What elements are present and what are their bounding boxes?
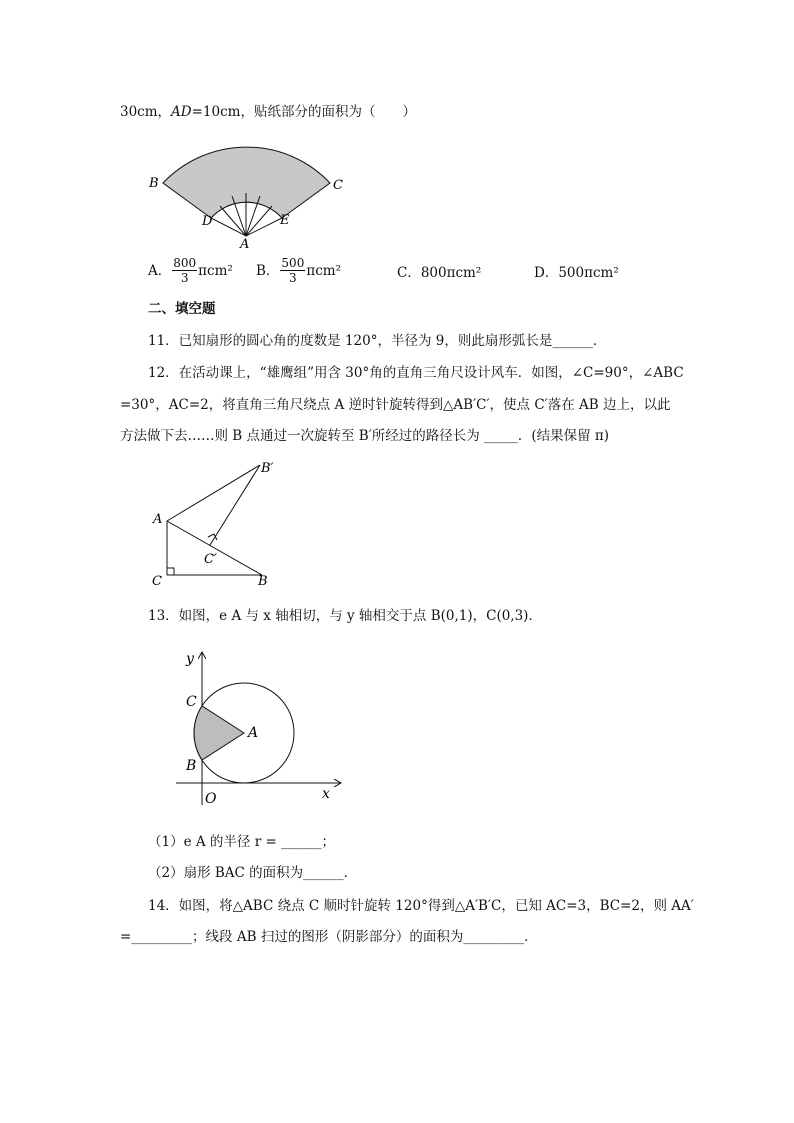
q10-label-A: A (240, 237, 250, 250)
q10-stem: 30cm，AD=10cm，贴纸部分的面积为（ ） (120, 104, 416, 120)
q10-option-c[interactable]: C． 800πcm² (397, 265, 482, 281)
q10-label-E: E (280, 213, 290, 228)
q12-line2: =30°，AC=2，将直角三角尺绕点 A 逆时针旋转得到△AB′C′，使点 C′落在 AB 边上，以此 (120, 397, 671, 413)
q13-circle-figure (168, 645, 348, 810)
q10-option-b[interactable]: B． $\frac{500}{3}$ πcm² (256, 256, 341, 285)
q12-line3: 方法做下去……则 B 点通过一次旋转至 B′所经过的路径长为 _____．(结果保留 π) (120, 428, 610, 444)
q12-label-C: C (152, 574, 162, 589)
q10-label-B: B (149, 176, 159, 191)
q12-label-B: B (258, 574, 268, 589)
q10-option-a[interactable]: A． $\frac{800}{3}$ πcm² (148, 256, 233, 285)
q14-line2: =_________；线段 AB 扫过的图形（阴影部分）的面积为_________． (120, 929, 538, 945)
q14-line1: 14．如图，将△ABC 绕点 C 顺时针旋转 120°得到△A′B′C，已知 AC=3，BC=2，则 AA′ (148, 898, 694, 914)
q13-label-O: O (205, 791, 217, 807)
q13-shaded-sector (194, 706, 244, 760)
q13-sub2: （2）扇形 BAC 的面积为______． (148, 865, 358, 881)
q13-label-A: A (248, 725, 259, 741)
q10-sector-figure (140, 135, 360, 250)
q13-label-B: B (186, 758, 197, 774)
q13-label-C: C (186, 694, 197, 710)
q12-triangle-figure (148, 455, 288, 590)
q12-label-Bp: B′ (261, 461, 274, 476)
q10-label-C: C (333, 178, 343, 193)
q13-stem: 13．如图，e A 与 x 轴相切，与 y 轴相交于点 B(0,1)，C(0,3)． (148, 608, 542, 624)
q13-label-y: y (186, 651, 194, 667)
q12-label-A: A (153, 512, 163, 527)
q12-label-Cp: C′ (204, 552, 217, 567)
q13-label-x: x (322, 786, 330, 802)
q12-line1: 12．在活动课上，“雄鹰组”用含 30°角的直角三角尺设计风车．如图，∠C=90°，∠ABC (148, 365, 684, 381)
q10-option-d[interactable]: D． 500πcm² (534, 265, 619, 281)
q10-label-D: D (202, 214, 213, 229)
q13-sub1: （1）e A 的半径 r = ______； (148, 834, 336, 850)
section-title-fill-blank: 二、填空题 (148, 301, 216, 317)
q11-text: 11．已知扇形的圆心角的度数是 120°，半径为 9，则此扇形弧长是______． (148, 333, 607, 349)
